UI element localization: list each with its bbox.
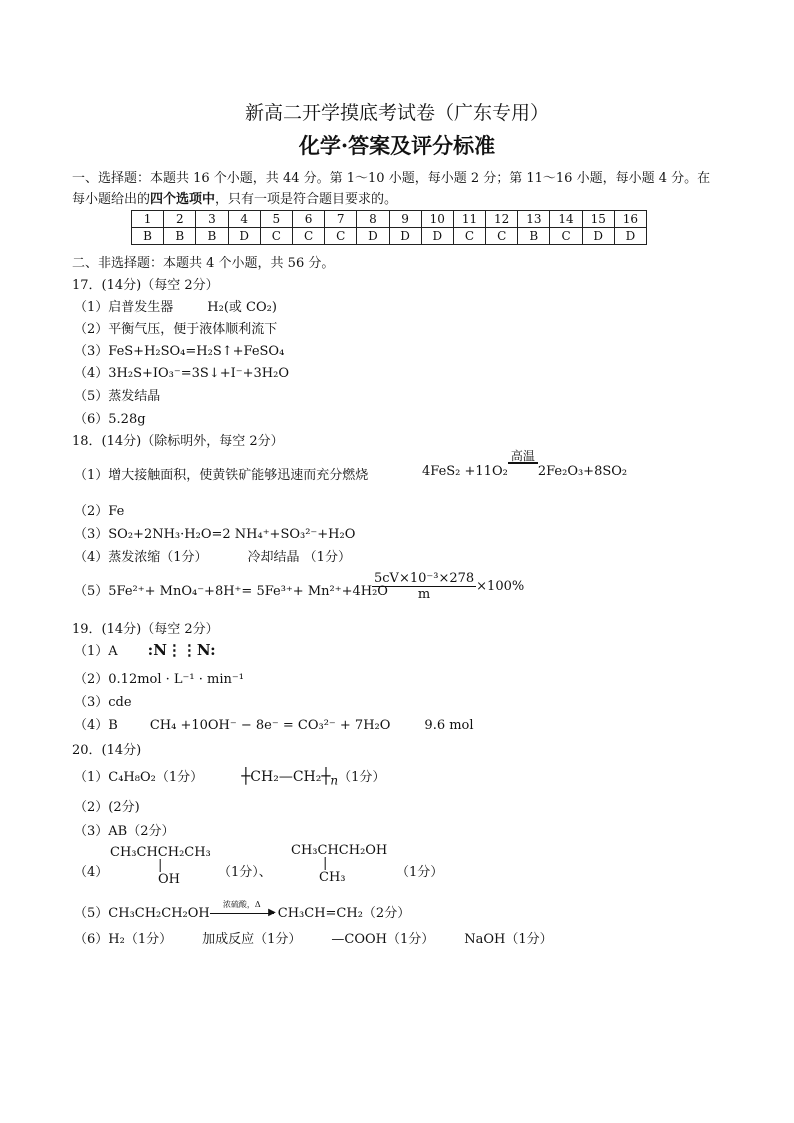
answer-cell: C (292, 228, 324, 245)
answer-text: （1）C₄H₈O₂（1分） (74, 770, 204, 785)
question-number: 15 (582, 211, 614, 228)
structure-2-substituent: CH₃ (319, 870, 346, 885)
answer-cell: C (453, 228, 485, 245)
structure-2-main: CH₃CHCH₂OH (291, 843, 388, 858)
structure-1 (110, 845, 211, 887)
section1-intro-line1: 一、选择题：本题共 16 个小题，共 44 分。第 1～10 小题，每小题 2 分；第 11～16 小题，每小题 4 分。在 (72, 171, 711, 186)
structure-1-main: CH₃CHCH₂CH₃ (110, 845, 211, 860)
question-number: 3 (196, 211, 228, 228)
answer-cell: B (518, 228, 550, 245)
intro-bold: 四个选项中 (150, 192, 216, 207)
question-number: 1 (132, 211, 164, 228)
condition-text: 高温 (508, 450, 538, 464)
answer-cell: C (260, 228, 292, 245)
q20-answer-2: （2）(2分) (74, 800, 140, 815)
q20-answer-1 (74, 766, 385, 788)
answer-cell: B (132, 228, 164, 245)
section2-intro: 二、非选择题：本题共 4 个小题，共 56 分。 (72, 256, 335, 271)
q19-answer-3: （3）cde (74, 695, 132, 710)
q19-answer-4 (74, 714, 474, 733)
q20-answer-6 (74, 928, 553, 947)
structure-1-substituent: OH (158, 872, 180, 887)
question-number: 6 (292, 211, 324, 228)
fraction (372, 571, 476, 602)
answer-cell: B (196, 228, 228, 245)
intro-text: ，只有一项是符合题目要求的。 (215, 192, 398, 207)
electrode-equation: CH₄ +10OH⁻ − 8e⁻ = CO₃²⁻ + 7H₂O (149, 718, 391, 733)
q18-answer-2: （2）Fe (74, 504, 125, 519)
question-number: 8 (357, 211, 389, 228)
answer-cell: D (357, 228, 389, 245)
answer-text: 加成反应（1分） (202, 932, 302, 947)
q18-fraction (372, 571, 524, 602)
q18-answer-4 (74, 546, 351, 565)
answer-text: （1）A (74, 644, 118, 659)
question-number: 5 (260, 211, 292, 228)
answer-text: （4）蒸发浓缩（1分） (74, 550, 208, 565)
section1-intro-line2 (72, 189, 732, 210)
fraction-numerator: 5cV×10⁻³×278 (374, 571, 475, 586)
polymer-n: n (330, 773, 339, 788)
structure-2 (291, 843, 387, 885)
answer-cell: D (421, 228, 453, 245)
question-number: 9 (389, 211, 421, 228)
answer-text: （4）B (74, 718, 118, 733)
answer-text: H₂(或 CO₂) (207, 300, 277, 315)
q17-answer-2: （2）平衡气压，便于液体顺利流下 (74, 322, 278, 337)
polymer-unit: CH₂—CH₂ (250, 769, 322, 785)
answer-cell: C (486, 228, 518, 245)
q18-answer-5: （5）5Fe²⁺+ MnO₄⁻+8H⁺= 5Fe³⁺+ Mn²⁺+4H₂O (74, 584, 388, 599)
answer-cell: D (389, 228, 421, 245)
structure-1-bond: | (158, 858, 163, 873)
q20-score-2: （1分） (396, 865, 444, 880)
answer-text: （1）启普发生器 (74, 300, 174, 315)
reactant: （5）CH₃CH₂CH₂OH (74, 906, 210, 921)
answer-cell: C (325, 228, 357, 245)
equation-left: 4FeS₂ +11O₂ (422, 464, 508, 479)
answer-table-answers (132, 228, 647, 245)
answer-cell: D (228, 228, 260, 245)
answer-text: —COOH（1分） (331, 932, 435, 947)
question-number: 11 (453, 211, 485, 228)
percent-tail: ×100% (476, 579, 525, 594)
q19-answer-1 (74, 640, 216, 659)
q18-answer-1: （1）增大接触面积，使黄铁矿能够迅速而充分燃烧 (74, 468, 369, 483)
question-number: 14 (550, 211, 582, 228)
question-number: 13 (518, 211, 550, 228)
q17-header: 17．(14分)（每空 2分） (72, 278, 219, 293)
section1-intro (72, 168, 732, 210)
q18-equation-1 (422, 449, 628, 479)
question-number: 10 (421, 211, 453, 228)
question-number: 7 (325, 211, 357, 228)
q19-header: 19．(14分)（每空 2分） (72, 622, 219, 637)
answer-table-numbers (132, 211, 647, 228)
q17-answer-1 (74, 296, 277, 315)
structure-2-bond: | (323, 856, 328, 871)
q17-answer-6: （6）5.28g (74, 412, 146, 427)
answer-score: （1分） (338, 770, 386, 785)
fraction-denominator: m (417, 587, 431, 602)
q20-answer-4-label: （4） (74, 865, 109, 880)
answer-cell: D (582, 228, 614, 245)
question-number: 4 (228, 211, 260, 228)
reaction-condition: 浓硫酸，Δ (222, 900, 261, 909)
polymer-bracket-right: ┼ (321, 767, 331, 785)
reaction-arrow: 浓硫酸，Δ ▶ (210, 913, 274, 914)
answer-text: 冷却结晶 （1分） (247, 550, 351, 565)
answer-cell: B (164, 228, 196, 245)
answer-text: （6）H₂（1分） (74, 932, 173, 947)
q17-answer-5: （5）蒸发结晶 (74, 389, 161, 404)
page-subtitle: 化学·答案及评分标准 (298, 133, 496, 158)
question-number: 2 (164, 211, 196, 228)
answer-table (131, 210, 647, 245)
electron-structure: :N⋮⋮N: (147, 641, 216, 659)
q20-answer-3: （3）AB（2分） (74, 824, 175, 839)
q20-answer-5 (74, 902, 410, 921)
reaction-condition (508, 449, 538, 479)
product: CH₃CH=CH₂（2分） (277, 906, 411, 921)
question-number: 16 (614, 211, 646, 228)
equation-right: 2Fe₂O₃+8SO₂ (537, 464, 628, 479)
q20-header: 20．(14分) (72, 743, 142, 758)
q18-header: 18．(14分)（除标明外，每空 2分） (72, 434, 284, 449)
q20-score-1: （1分）、 (218, 865, 272, 880)
page-title: 新高二开学摸底考试卷（广东专用） (244, 102, 549, 124)
answer-value: 9.6 mol (424, 718, 474, 733)
answer-text: NaOH（1分） (464, 932, 553, 947)
q17-answer-4: （4）3H₂S+IO₃⁻=3S↓+I⁻+3H₂O (74, 366, 289, 381)
q18-answer-3: （3）SO₂+2NH₃·H₂O=2 NH₄⁺+SO₃²⁻+H₂O (74, 527, 356, 542)
q17-answer-3: （3）FeS+H₂SO₄=H₂S↑+FeSO₄ (74, 344, 285, 359)
polymer-bracket-left: ┼ (241, 767, 251, 785)
answer-cell: C (550, 228, 582, 245)
question-number: 12 (486, 211, 518, 228)
answer-cell: D (614, 228, 646, 245)
intro-text: 每小题给出的 (72, 192, 151, 207)
q19-answer-2: （2）0.12mol · L⁻¹ · min⁻¹ (74, 672, 244, 687)
